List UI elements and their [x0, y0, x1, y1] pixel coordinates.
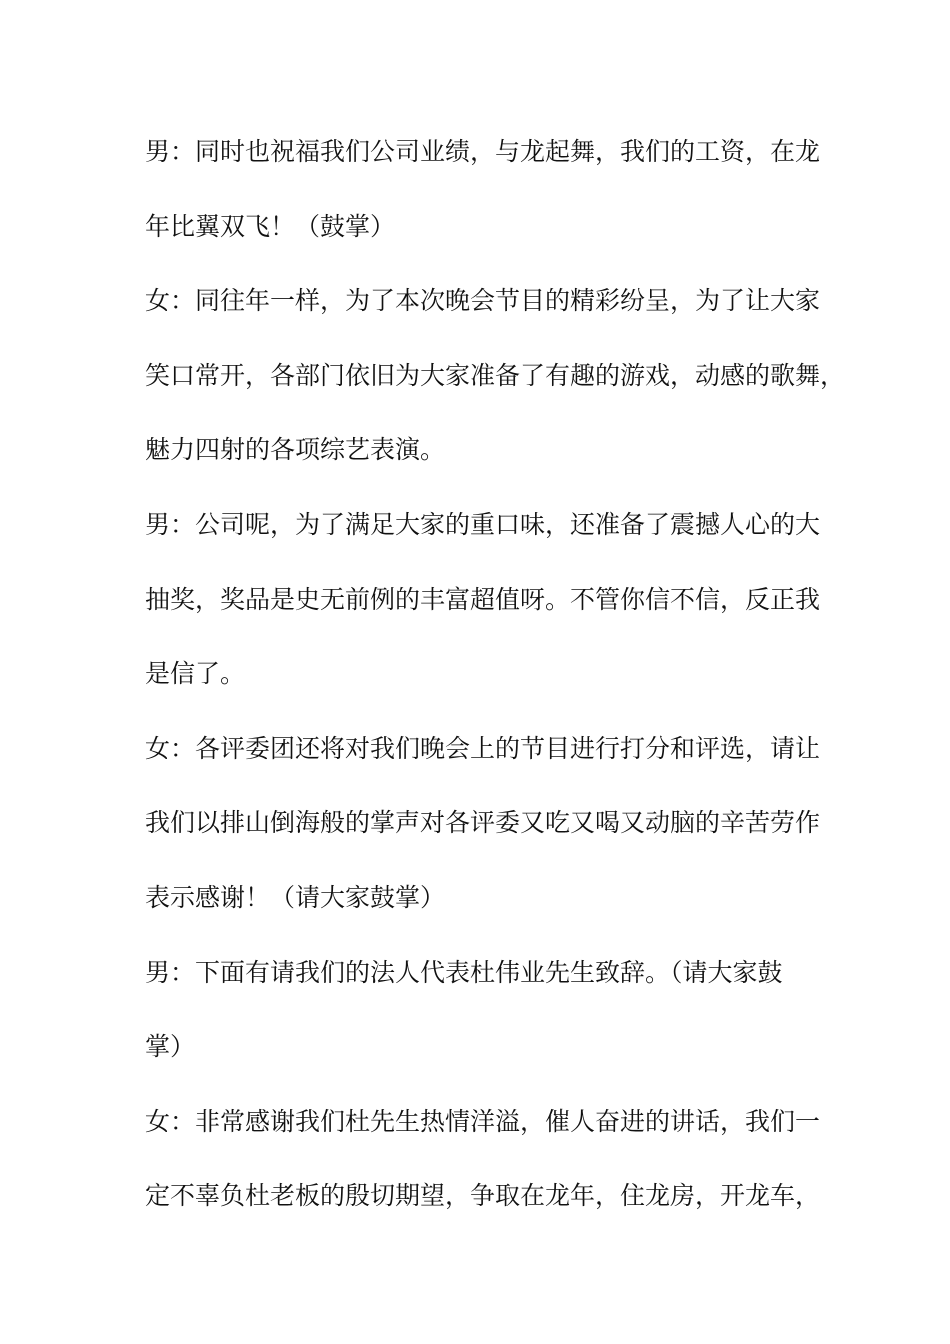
text-line: 魅力四射的各项综艺表演。 [145, 435, 446, 465]
text-line: 掌） [145, 1032, 196, 1062]
text-line: 女：同往年一样，为了本次晚会节目的精彩纷呈，为了让大家 [145, 286, 821, 316]
text-line: 是信了。 [145, 659, 246, 689]
text-line: 男：下面有请我们的法人代表杜伟业先生致辞。（请大家鼓 [145, 957, 783, 987]
script-text [145, 115, 846, 1234]
text-line: 表示感谢！（请大家鼓掌） [145, 882, 446, 912]
text-line: 女：非常感谢我们杜先生热情洋溢，催人奋进的讲话，我们一 [145, 1106, 821, 1136]
text-line: 定不辜负杜老板的殷切期望，争取在龙年，住龙房，开龙车， [145, 1181, 821, 1211]
text-line: 笑口常开，各部门依旧为大家准备了有趣的游戏，动感的歌舞， [145, 360, 846, 390]
text-line: 我们以排山倒海般的掌声对各评委又吃又喝又动脑的辛苦劳作 [145, 808, 821, 838]
text-line: 抽奖，奖品是史无前例的丰富超值呀。不管你信不信，反正我 [145, 584, 821, 614]
text-line: 年比翼双飞！（鼓掌） [145, 211, 396, 241]
text-line: 男：同时也祝福我们公司业绩，与龙起舞，我们的工资，在龙 [145, 137, 821, 166]
text-line: 男：公司呢，为了满足大家的重口味，还准备了震撼人心的大 [145, 509, 821, 539]
text-line: 女：各评委团还将对我们晚会上的节目进行打分和评选，请让 [145, 733, 821, 763]
